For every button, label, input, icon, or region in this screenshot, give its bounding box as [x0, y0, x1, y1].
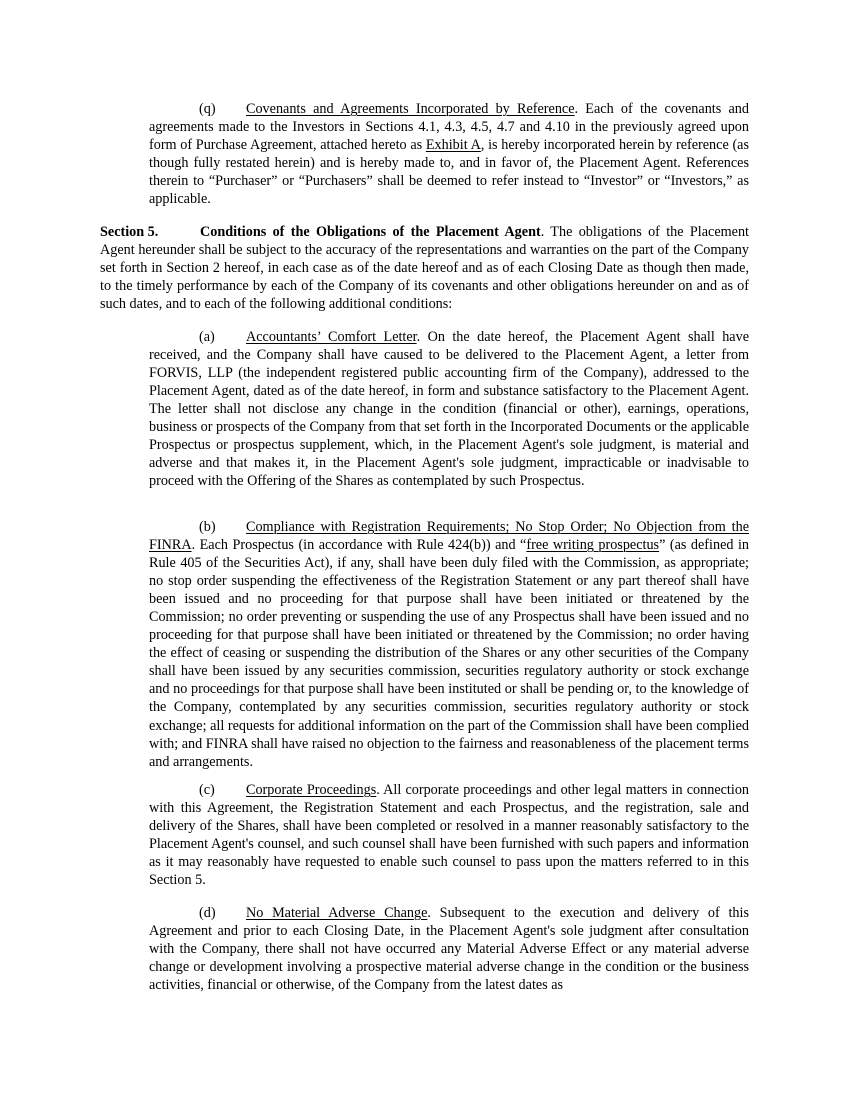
paragraph-a-heading: Accountants’ Comfort Letter: [246, 329, 417, 345]
paragraph-a-text: . On the date hereof, the Placement Agent shall have received, and the Company shall have caused to be delivered to the Placement Agent, a letter from FORVIS, LLP (the independent registered public accounting firm of the Company), addressed to the Placement Agent, dated as of the date hereof, in form and substance satisfactory to the Placement Agent. The letter shall not disclose any change in the condition (financial or other), earnings, operations, business or prospects of the Company from that set forth in the Incorporated Documents or the applicable Prospectus or prospectus supplement, which, in the Placement Agent's sole judgment, is material and adverse and that makes it, in the Placement Agent's sole judgment, impracticable or inadvisable to proceed with the Offering of the Shares as contemplated by such Prospectus.: [149, 329, 749, 490]
paragraph-q-heading: Covenants and Agreements Incorporated by Reference: [246, 101, 575, 117]
paragraph-c: [149, 781, 749, 889]
free-writing-prospectus-term: free writing prospectus: [526, 537, 660, 554]
section-5-intro: [100, 223, 749, 313]
paragraph-q-label: (q): [199, 101, 216, 117]
paragraph-d: [149, 904, 749, 994]
paragraph-d-label: (d): [199, 905, 216, 921]
paragraph-q-text-end: , is hereby incorporated herein by reference (as though fully restated herein) and is hereby made to, and in favor of, the Placement Agent. References therein to “Purchaser” or “Purchasers” shall be deemed to refer instead to “Investor” or “Investors,” as applicable.: [149, 137, 749, 208]
paragraph-b-text: . Each Prospectus (in accordance with Rule 424(b)) and “: [191, 537, 527, 554]
paragraph-d-heading: No Material Adverse Change: [246, 905, 428, 921]
exhibit-a-reference: Exhibit A: [425, 137, 481, 154]
paragraph-c-text: . All corporate proceedings and other legal matters in connection with this Agreement, the Registration Statement and each Prospectus, and the registration, sale and delivery of the Shares, shall have been completed or resolved in a manner reasonably satisfactory to the Placement Agent's counsel, and such counsel shall have been furnished with such papers and information as it may reasonably have requested to enable such counsel to pass upon the matters referred to in this Section 5.: [149, 782, 750, 889]
paragraph-c-heading: Corporate Proceedings: [246, 782, 377, 798]
paragraph-b: [149, 518, 749, 771]
section-number: Section 5.: [100, 224, 159, 240]
paragraph-d-text: . Subsequent to the execution and delivery of this Agreement and prior to each Closing Date, in the Placement Agent's sole judgment after consultation with the Company, there shall not have occurred any Material Adverse Effect or any material adverse change or development involving a prospective material adverse change in the condition or the business activities, financial or otherwise, of the Company from the latest dates as: [149, 905, 749, 994]
paragraph-a: [149, 328, 749, 490]
paragraph-a-label: (a): [199, 329, 215, 345]
paragraph-c-label: (c): [199, 782, 215, 798]
paragraph-b-label: (b): [199, 519, 216, 535]
paragraph-q: [149, 100, 749, 208]
paragraph-q-text: . Each of the covenants and agreements made to the Investors in Sections 4.1, 4.3, 4.5, 4.7 and 4.10 in the previously agreed upon form of Purchase Agreement, attached hereto as: [149, 101, 749, 154]
section-5-heading: Conditions of the Obligations of the Placement Agent: [200, 224, 541, 240]
paragraph-b-text-end: ” (as defined in Rule 405 of the Securities Act), if any, shall have been duly filed with the Commission, as appropriate; no stop order suspending the effectiveness of the Registration Statement or any part thereof shall have been issued and no proceeding for that purpose shall have been initiated or threatened by the Commission; no order preventing or suspending the use of any Prospectus shall have been issued and no proceeding for that purpose shall have been initiated or threatened by the Commission; no order having the effect of ceasing or suspending the distribution of the Shares or any other securities of the Company shall have been issued by any securities commission, securities regulatory authority or stock exchange and no proceedings for that purpose shall have been instituted or shall be pending or, to the knowledge of the Company, contemplated by any securities commission, securities regulatory authority or stock exchange; all requests for additional information on the part of the Commission shall have been complied with; and FINRA shall have raised no objection to the fairness and reasonableness of the placement terms and arrangements.: [149, 537, 749, 770]
section-5-text: . The obligations of the Placement Agent hereunder shall be subject to the accuracy of the representations and warranties on the part of the Company set forth in Section 2 hereof, in each case as of the date hereof and as of each Closing Date as though then made, to the timely performance by each of the Company of its covenants and other obligations hereunder on and as of such dates, and to each of the following additional conditions:: [100, 224, 749, 313]
paragraph-b-heading: Compliance with Registration Requirements; No Stop Order; No Objection from the FINRA: [149, 519, 749, 554]
